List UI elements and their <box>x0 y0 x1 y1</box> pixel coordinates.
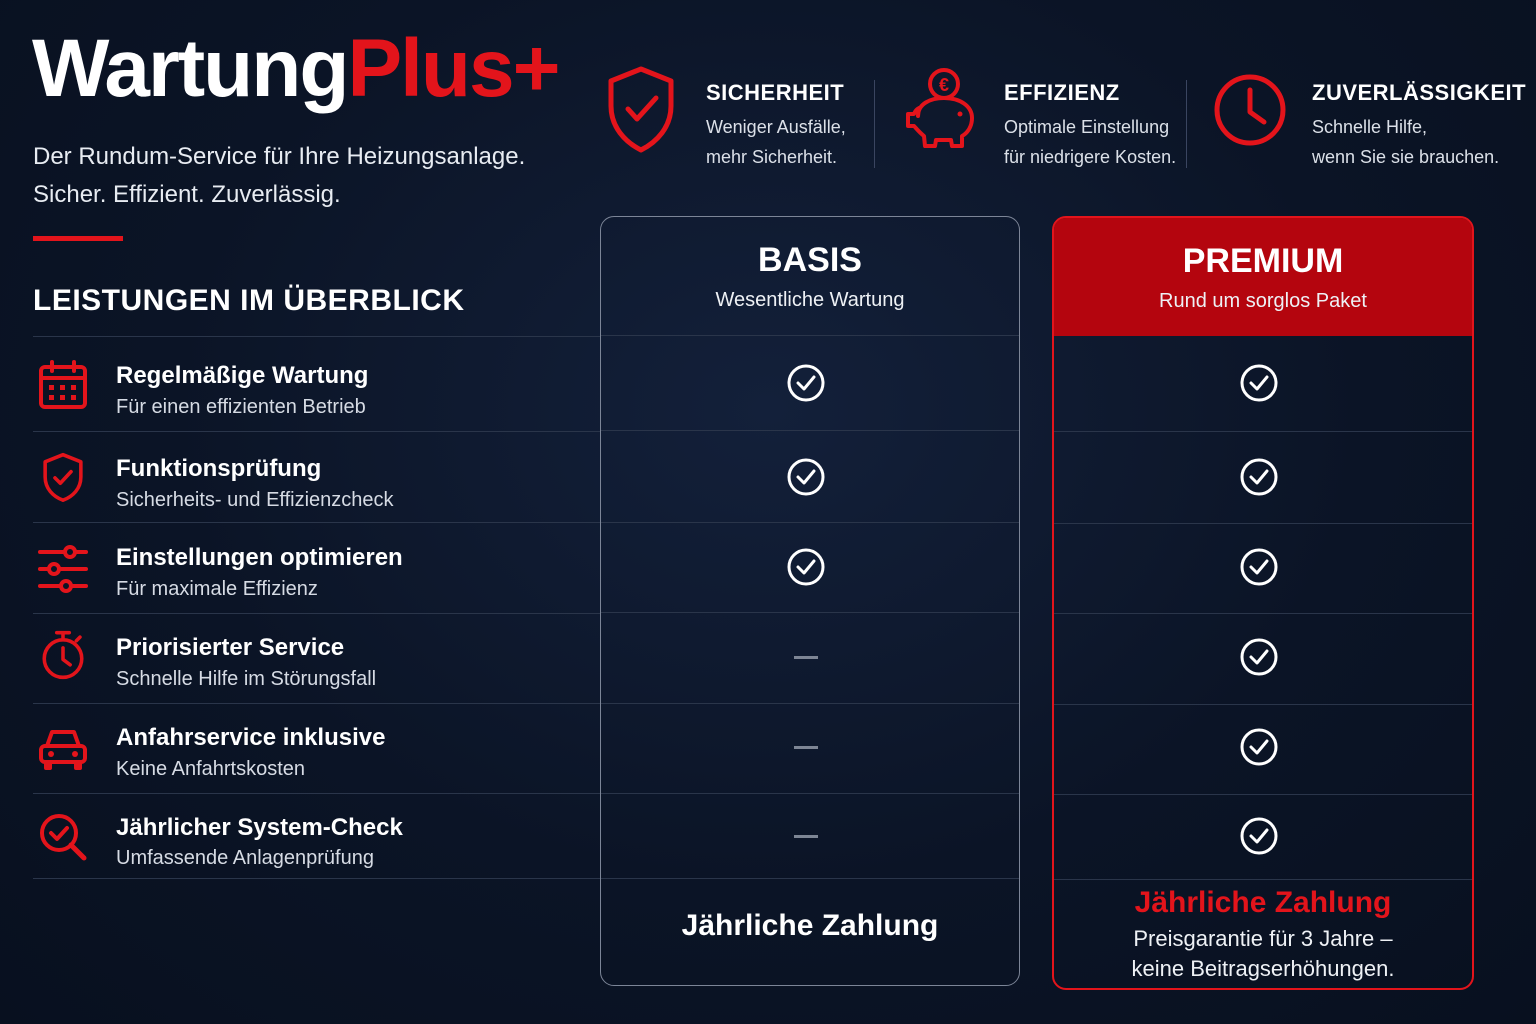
benefit-title-effizienz: EFFIZIENZ <box>1004 80 1120 105</box>
not-included-dash <box>794 835 818 838</box>
benefit-text-sicherheit <box>706 112 846 172</box>
brand-logo <box>32 23 559 114</box>
benefit-line: mehr Sicherheit. <box>706 147 838 167</box>
benefit-text-effizienz <box>1004 112 1176 172</box>
check-icon <box>1239 816 1279 856</box>
not-included-dash <box>794 746 818 749</box>
feature-subtitle: Keine Anfahrtskosten <box>116 758 306 780</box>
row-divider <box>1054 523 1472 524</box>
row-divider <box>33 878 600 879</box>
payment-label: Jährliche Zahlung <box>1134 886 1392 919</box>
feature-title: Jährlicher System-Check <box>116 814 403 841</box>
row-divider <box>1054 879 1472 880</box>
row-divider <box>601 793 1019 794</box>
check-icon <box>786 547 826 587</box>
row-divider <box>601 335 1019 336</box>
brand-part-2: Plus+ <box>347 23 559 114</box>
plan-card-premium[interactable] <box>1052 216 1474 990</box>
feature-title: Anfahrservice inklusive <box>116 724 386 751</box>
benefit-separator <box>1186 80 1187 168</box>
not-included-dash <box>794 656 818 659</box>
check-icon <box>1239 547 1279 587</box>
check-icon <box>786 457 826 497</box>
feature-subtitle: Schnelle Hilfe im Störungsfall <box>116 668 377 690</box>
row-divider <box>33 613 600 614</box>
benefit-title-sicherheit: SICHERHEIT <box>706 80 845 105</box>
feature-title: Regelmäßige Wartung <box>116 362 369 389</box>
feature-title: Priorisierter Service <box>116 634 345 661</box>
feature-subtitle: Sicherheits- und Effizienzcheck <box>116 489 394 511</box>
plan-subtitle: Wesentliche Wartung <box>715 289 905 311</box>
feature-title: Funktionsprüfung <box>116 455 322 482</box>
check-icon <box>1239 637 1279 677</box>
piggy-bank-euro-icon <box>902 64 982 154</box>
plan-subtitle: Rund um sorglos Paket <box>1159 290 1367 312</box>
price-guarantee-line-1: Preisgarantie für 3 Jahre – <box>1133 926 1393 951</box>
tagline-line-2: Sicher. Effizient. Zuverlässig. <box>33 181 341 208</box>
row-divider <box>601 703 1019 704</box>
check-icon <box>1239 363 1279 403</box>
plan-card-basis[interactable] <box>600 216 1020 986</box>
benefit-line: Weniger Ausfälle, <box>706 117 846 137</box>
feature-subtitle: Für maximale Effizienz <box>116 578 318 600</box>
tagline <box>33 138 525 214</box>
benefit-line: für niedrigere Kosten. <box>1004 147 1177 167</box>
tagline-line-1: Der Rundum-Service für Ihre Heizungsanlage. <box>33 143 526 170</box>
calendar-icon <box>38 360 88 410</box>
feature-title: Einstellungen optimieren <box>116 544 403 571</box>
car-icon <box>38 724 88 774</box>
section-title: LEISTUNGEN IM ÜBERBLICK <box>33 284 465 317</box>
price-guarantee <box>1054 924 1472 984</box>
row-divider <box>33 793 600 794</box>
row-divider <box>601 430 1019 431</box>
benefit-title-zuverlaessigkeit: ZUVERLÄSSIGKEIT <box>1312 80 1527 105</box>
accent-divider <box>33 236 123 241</box>
row-divider <box>33 336 600 337</box>
check-icon <box>786 363 826 403</box>
feature-subtitle: Für einen effizienten Betrieb <box>116 396 366 418</box>
benefit-line: wenn Sie sie brauchen. <box>1312 147 1500 167</box>
row-divider <box>1054 704 1472 705</box>
row-divider <box>1054 794 1472 795</box>
benefit-line: Optimale Einstellung <box>1004 117 1170 137</box>
magnifier-check-icon <box>38 812 88 862</box>
row-divider <box>601 878 1019 879</box>
row-divider <box>33 522 600 523</box>
clock-icon <box>1212 72 1288 148</box>
shield-check-icon <box>38 452 88 502</box>
payment-label: Jährliche Zahlung <box>681 909 939 942</box>
row-divider <box>33 431 600 432</box>
brand-part-1: Wartung <box>32 23 348 114</box>
price-guarantee-line-2: keine Beitragserhöhungen. <box>1131 956 1395 981</box>
feature-subtitle: Umfassende Anlagenprüfung <box>116 847 374 869</box>
svg-text:€: € <box>938 75 950 95</box>
row-divider <box>601 522 1019 523</box>
plan-title: PREMIUM <box>1182 242 1344 280</box>
benefit-line: Schnelle Hilfe, <box>1312 117 1428 137</box>
stopwatch-icon <box>38 630 88 680</box>
sliders-icon <box>38 544 88 594</box>
shield-check-icon <box>604 64 678 154</box>
row-divider <box>1054 613 1472 614</box>
benefit-text-zuverlaessigkeit <box>1312 112 1499 172</box>
row-divider <box>1054 431 1472 432</box>
plan-title: BASIS <box>758 241 862 279</box>
check-icon <box>1239 727 1279 767</box>
check-icon <box>1239 457 1279 497</box>
row-divider <box>601 612 1019 613</box>
row-divider <box>33 703 600 704</box>
benefit-separator <box>874 80 875 168</box>
